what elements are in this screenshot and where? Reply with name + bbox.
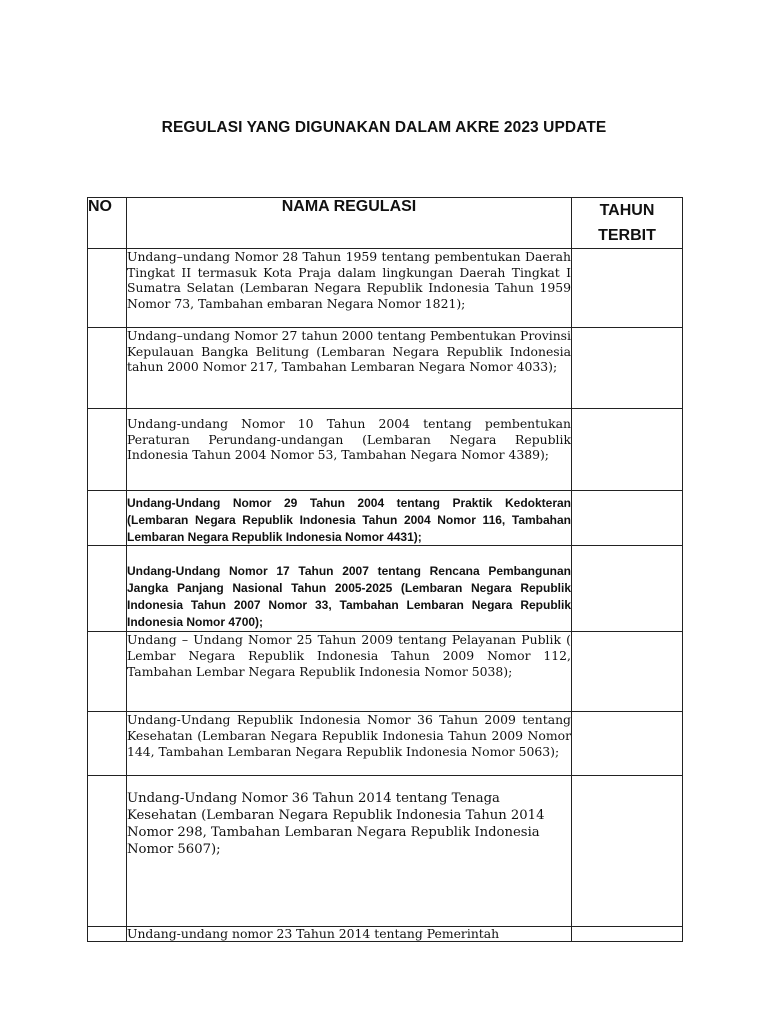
row-no-cell (88, 632, 127, 712)
row-name-cell (127, 546, 572, 632)
regulation-text: Undang-Undang Republik Indonesia Nomor 36 Tahun 2009 tentang Kesehatan (Lembaran Negara Republik Indonesia Tahun 2009 Nomor 144, Tambahan Lembaran Negara Republik Indonesia Nomor 5063); (127, 712, 571, 760)
regulation-text: Undang-Undang Nomor 17 Tahun 2007 tentang Rencana Pembangunan Jangka Panjang Nasional Tahun 2005-2025 (Lembaran Negara Republik Indonesia Tahun 2007 Nomor 33, Tambahan Lembaran Negara Republik Indonesia Nomor 4700); (127, 564, 571, 630)
regulation-text: Undang-Undang Nomor 36 Tahun 2014 tentang Tenaga Kesehatan (Lembaran Negara Republik Indonesia Tahun 2014 Nomor 298, Tambahan Lembaran Negara Republik Indonesia Nomor 5607); (127, 791, 545, 858)
row-name-cell (127, 491, 572, 546)
table-row (88, 491, 683, 546)
table-row (88, 328, 683, 409)
row-year-cell (572, 546, 683, 632)
column-header-no: NO (88, 198, 127, 249)
row-name-cell (127, 712, 572, 776)
row-name-cell (127, 328, 572, 409)
table-row (88, 927, 683, 942)
row-name-cell (127, 409, 572, 491)
row-year-cell (572, 712, 683, 776)
row-no-cell (88, 409, 127, 491)
row-year-cell (572, 249, 683, 328)
regulation-text: Undang-undang Nomor 10 Tahun 2004 tentang pembentukan Peraturan Perundang-undangan (Lembaran Negara Republik Indonesia Tahun 2004 Nomor 53, Tambahan Negara Nomor 4389); (127, 416, 571, 463)
row-year-cell (572, 328, 683, 409)
row-name-cell (127, 776, 572, 927)
row-no-cell (88, 249, 127, 328)
row-year-cell (572, 409, 683, 491)
row-no-cell (88, 927, 127, 942)
regulation-table (87, 197, 683, 942)
table-row (88, 546, 683, 632)
table-row (88, 632, 683, 712)
row-year-cell (572, 632, 683, 712)
table-row (88, 409, 683, 491)
regulation-text: Undang-undang nomor 23 Tahun 2014 tentang Pemerintah (127, 926, 500, 942)
regulation-text: Undang–undang Nomor 28 Tahun 1959 tentang pembentukan Daerah Tingkat II termasuk Kota Praja dalam lingkungan Daerah Tingkat I Sumatra Selatan (Lembaran Negara Republik Indonesia Tahun 1959 Nomor 73, Tambahan embaran Negara Nomor 1821); (127, 249, 571, 311)
table-row (88, 776, 683, 927)
row-no-cell (88, 712, 127, 776)
row-name-cell (127, 249, 572, 328)
row-no-cell (88, 328, 127, 409)
row-name-cell (127, 632, 572, 712)
column-header-year: TAHUN TERBIT (572, 198, 683, 249)
regulation-text: Undang – Undang Nomor 25 Tahun 2009 tentang Pelayanan Publik ( Lembar Negara Republik Indonesia Tahun 2009 Nomor 112, Tambahan Lembar Negara Republik Indonesia Nomor 5038); (127, 632, 571, 679)
row-year-cell (572, 491, 683, 546)
table-row (88, 712, 683, 776)
row-year-cell (572, 927, 683, 942)
row-name-cell (127, 927, 572, 942)
row-year-cell (572, 776, 683, 927)
row-no-cell (88, 546, 127, 632)
regulation-text: Undang–undang Nomor 27 tahun 2000 tentang Pembentukan Provinsi Kepulauan Bangka Belitung (Lembaran Negara Republik Indonesia tahun 2000 Nomor 217, Tambahan Lembaran Negara Nomor 4033); (127, 328, 571, 375)
row-no-cell (88, 776, 127, 927)
document-title: REGULASI YANG DIGUNAKAN DALAM AKRE 2023 UPDATE (161, 119, 607, 136)
column-header-name: NAMA REGULASI (127, 198, 572, 249)
regulation-text: Undang-Undang Nomor 29 Tahun 2004 tentang Praktik Kedokteran (Lembaran Negara Republik Indonesia Tahun 2004 Nomor 116, Tambahan Lembaran Negara Republik Indonesia Nomor 4431); (127, 496, 571, 544)
row-no-cell (88, 491, 127, 546)
table-row (88, 249, 683, 328)
table-header-row (88, 198, 683, 249)
